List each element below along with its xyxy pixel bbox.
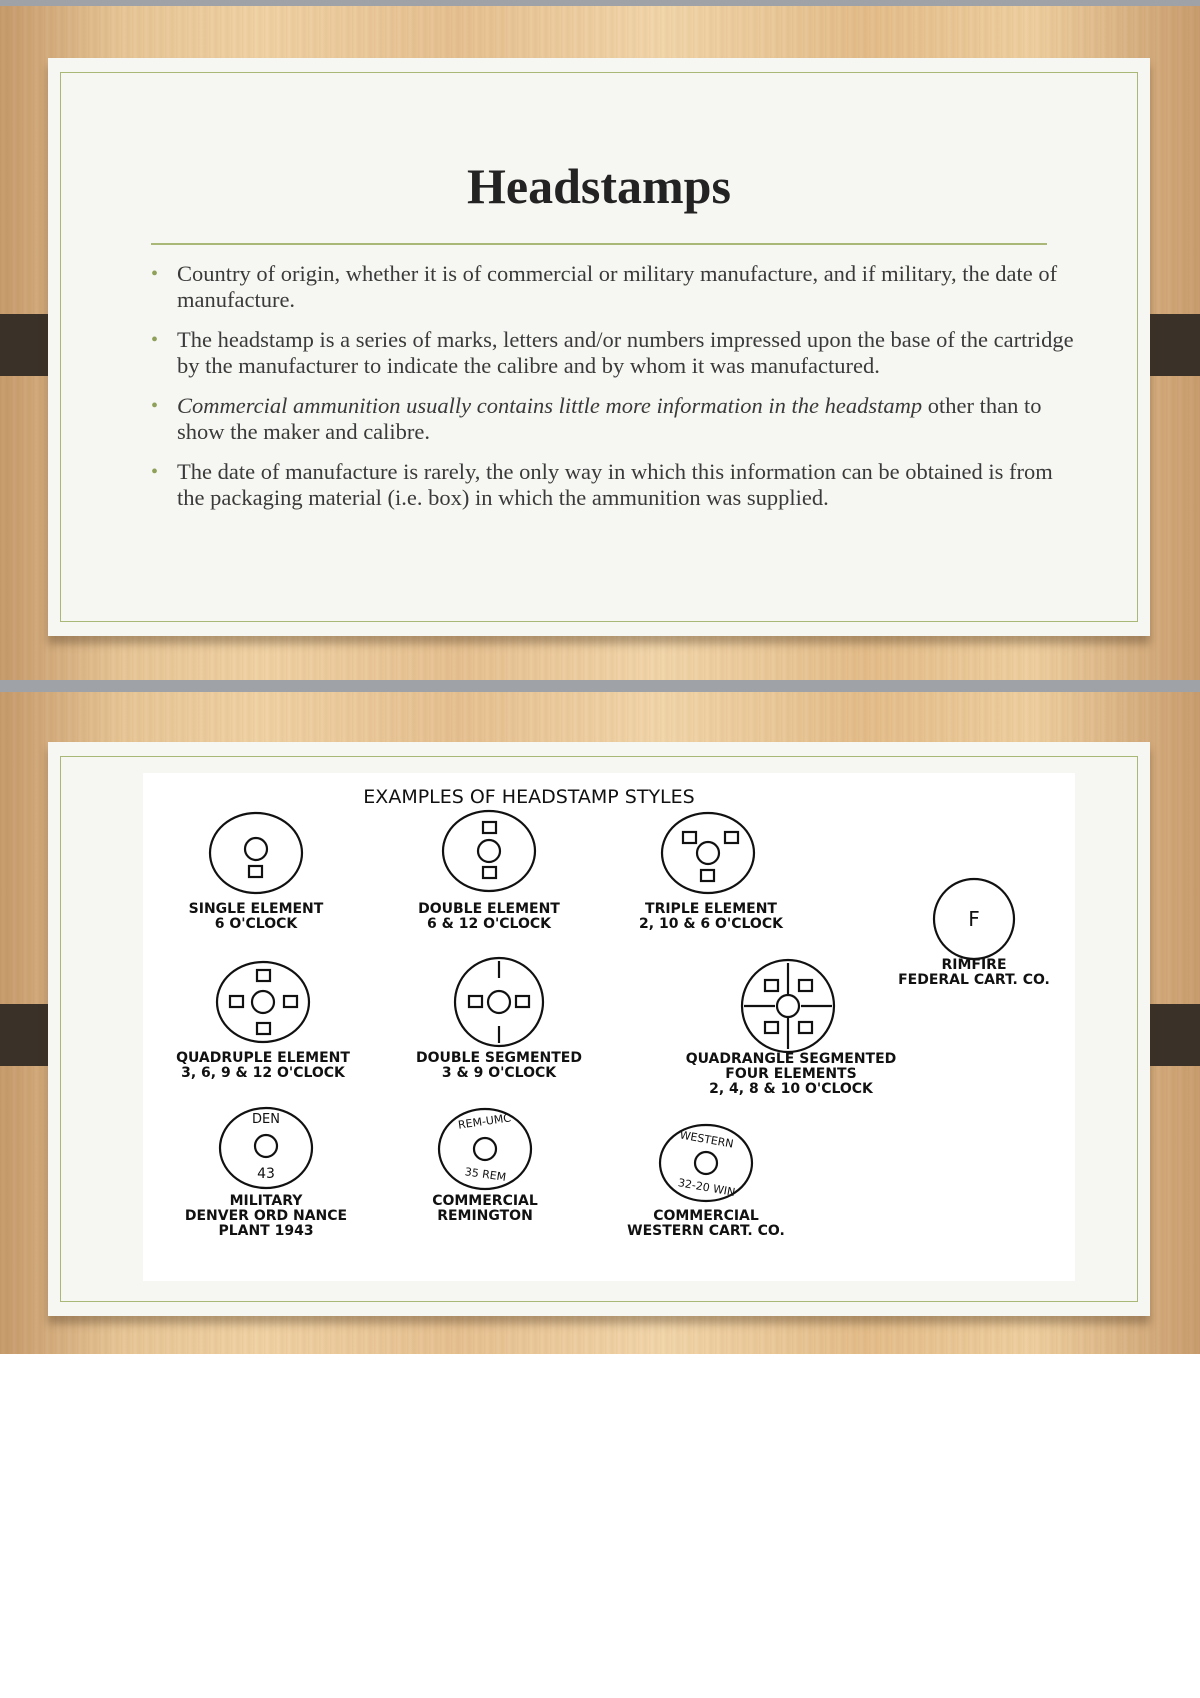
quadrangle-segmented-stamp [742, 960, 834, 1052]
bullet-icon: • [151, 329, 159, 351]
slide-1-card [48, 58, 1150, 636]
western-stamp-bottom-text: 32-20 WIN [677, 1176, 737, 1199]
figure-title: EXAMPLES OF HEADSTAMP STYLES [363, 786, 695, 808]
triple-element-label-1: TRIPLE ELEMENT [645, 901, 777, 917]
bullet-item [149, 459, 1079, 511]
title-divider [151, 243, 1047, 245]
bullet-item [149, 327, 1079, 379]
rimfire-stamp-letter: F [968, 907, 980, 931]
triple-element-stamp [662, 813, 754, 893]
bullet-text: The date of manufacture is rarely, the only way in which this information can be obtained is from the packaging material (i.e. box) in which the ammunition was supplied. [177, 459, 1053, 510]
quadruple-element-stamp [217, 962, 309, 1042]
quadruple-element-label-2: 3, 6, 9 & 12 O'CLOCK [181, 1065, 345, 1081]
slide-1 [0, 0, 1200, 680]
bullet-text: other than to show the maker and calibre. [177, 393, 1042, 444]
military-label-3: PLANT 1943 [218, 1223, 314, 1239]
double-element-label-1: DOUBLE ELEMENT [418, 901, 560, 917]
single-element-label-2: 6 O'CLOCK [214, 916, 298, 932]
bullet-icon: • [151, 395, 159, 417]
quadrangle-segmented-label-1: QUADRANGLE SEGMENTED [685, 1051, 897, 1067]
remington-label-2: REMINGTON [437, 1208, 533, 1224]
slide-2 [0, 680, 1200, 1354]
quadrangle-segmented-label-3: 2, 4, 8 & 10 O'CLOCK [709, 1081, 873, 1097]
double-segmented-stamp [455, 958, 543, 1046]
triple-element-label-2: 2, 10 & 6 O'CLOCK [639, 916, 783, 932]
remington-label-1: COMMERCIAL [432, 1193, 538, 1209]
bullet-icon: • [151, 263, 159, 285]
remington-stamp-top-text: REM-UMC [457, 1111, 512, 1132]
bullet-list [149, 261, 1079, 525]
western-label-2: WESTERN CART. CO. [627, 1223, 785, 1239]
slide-2-card [48, 742, 1150, 1316]
quadrangle-segmented-label-2: FOUR ELEMENTS [725, 1066, 857, 1082]
western-label-1: COMMERCIAL [653, 1208, 759, 1224]
headstamp-diagram [143, 773, 1075, 1281]
double-segmented-label-2: 3 & 9 O'CLOCK [441, 1065, 557, 1081]
western-stamp-top-text: WESTERN [678, 1128, 735, 1151]
bullet-text: Country of origin, whether it is of commercial or military manufacture, and if military, the date of manufacture. [177, 261, 1058, 312]
remington-stamp-bottom-text: 35 REM [463, 1165, 507, 1184]
military-stamp-top-text: DEN [252, 1112, 280, 1127]
headstamp-figure [143, 773, 1075, 1281]
military-label-2: DENVER ORD NANCE [184, 1208, 348, 1224]
double-element-label-2: 6 & 12 O'CLOCK [427, 916, 551, 932]
double-element-stamp [443, 811, 535, 891]
double-segmented-label-1: DOUBLE SEGMENTED [415, 1050, 583, 1066]
card-border [60, 72, 1138, 622]
quadruple-element-label-1: QUADRUPLE ELEMENT [176, 1050, 350, 1066]
rimfire-label-2: FEDERAL CART. CO. [898, 972, 1050, 988]
bullet-icon: • [151, 461, 159, 483]
bullet-italic-text: Commercial ammunition usually contains little more information in the headstamp [177, 393, 923, 418]
single-element-stamp [210, 813, 302, 893]
bullet-item [149, 261, 1079, 313]
rimfire-label-1: RIMFIRE [941, 957, 1007, 973]
card-border [60, 756, 1138, 1302]
single-element-label-1: SINGLE ELEMENT [188, 901, 324, 917]
military-label-1: MILITARY [229, 1193, 303, 1209]
slide-title: Headstamps [467, 158, 731, 214]
military-stamp-bottom-text: 43 [257, 1166, 275, 1182]
bullet-text: The headstamp is a series of marks, letters and/or numbers impressed upon the base of the cartridge by the manufacturer to indicate the calibre and by whom it was manufactured. [177, 327, 1074, 378]
bullet-item [149, 393, 1079, 445]
